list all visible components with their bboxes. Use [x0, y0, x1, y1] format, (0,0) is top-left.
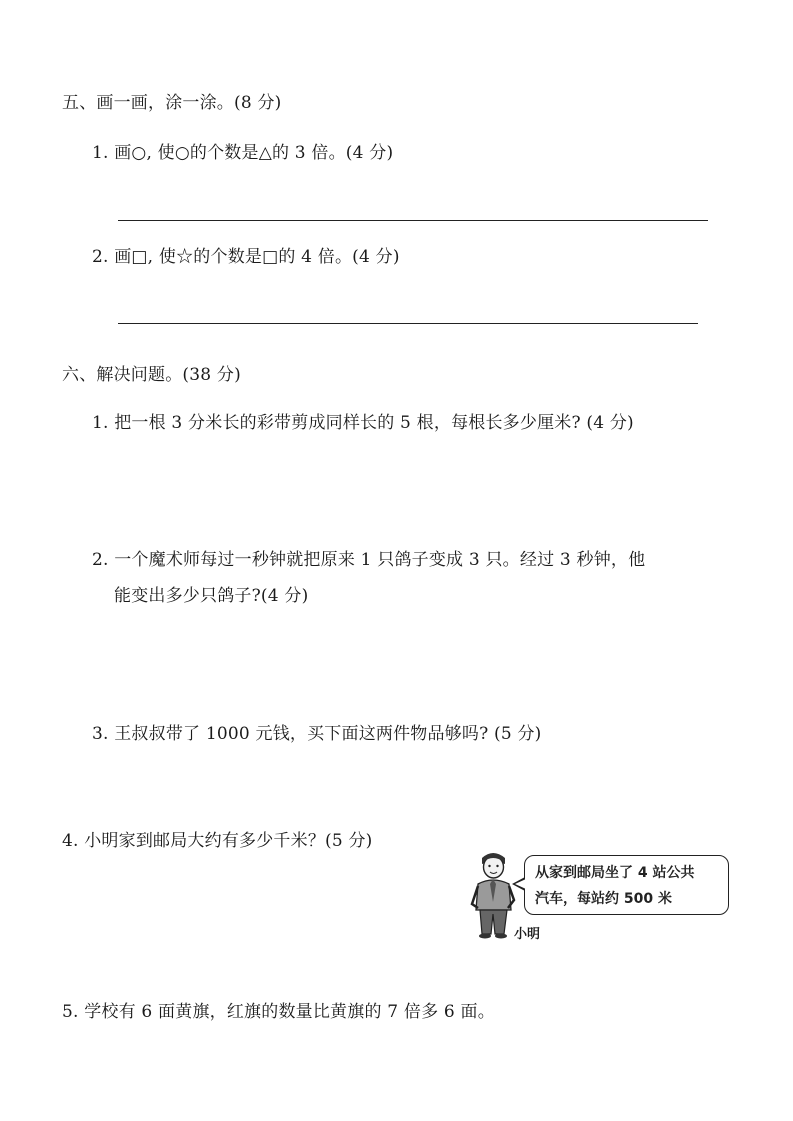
speech-bubble-tail-fill: [515, 879, 526, 889]
section-6-question-3: 3. 王叔叔带了 1000 元钱，买下面这两件物品够吗? (5 分): [92, 724, 542, 744]
section-6-question-1: 1. 把一根 3 分米长的彩带剪成同样长的 5 根，每根长多少厘米? (4 分): [92, 413, 634, 433]
boy-name-label: 小明: [514, 927, 541, 942]
answer-line-1: [118, 220, 708, 221]
section-6-question-2-line-1: 2. 一个魔术师每过一秒钟就把原来 1 只鸽子变成 3 只。经过 3 秒钟，他: [92, 550, 646, 570]
section-5-heading: 五、画一画，涂一涂。(8 分): [62, 93, 282, 113]
speech-line-1: 从家到邮局坐了 4 站公共: [535, 865, 695, 881]
section-6-question-2-line-2: 能变出多少只鸽子?(4 分): [114, 586, 309, 606]
section-5-question-1: 1. 画○, 使○的个数是△的 3 倍。(4 分): [92, 143, 394, 163]
section-6-heading: 六、解决问题。(38 分): [62, 365, 241, 385]
speech-line-2: 汽车，每站约 500 米: [535, 891, 672, 907]
answer-line-2: [118, 323, 698, 324]
speech-bubble: [524, 855, 729, 915]
section-6-question-4: 4. 小明家到邮局大约有多少千米？(5 分): [62, 831, 373, 851]
boy-illustration: [468, 848, 518, 940]
section-6-question-5: 5. 学校有 6 面黄旗，红旗的数量比黄旗的 7 倍多 6 面。: [62, 1002, 495, 1022]
section-5-question-2: 2. 画□, 使☆的个数是□的 4 倍。(4 分): [92, 247, 400, 267]
